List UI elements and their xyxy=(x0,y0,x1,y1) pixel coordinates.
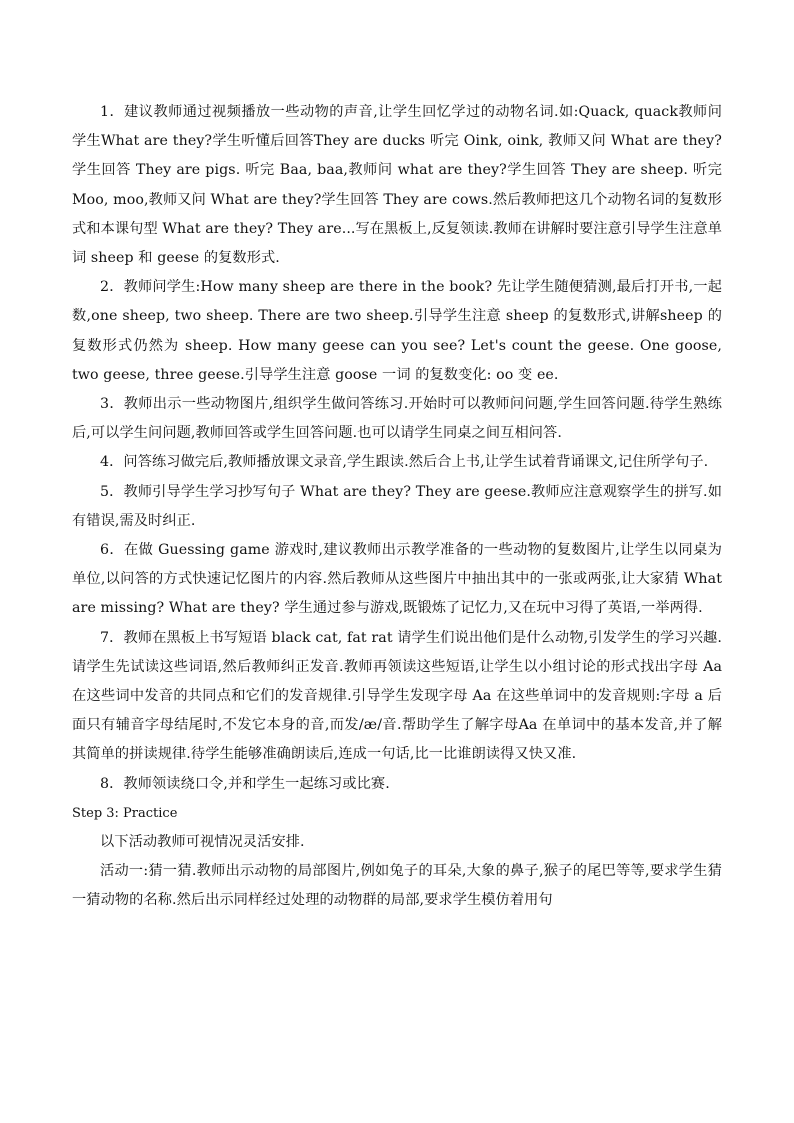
activity-intro: 以下活动教师可视情况灵活安排. xyxy=(100,834,305,851)
paragraph-5: 5．教师引导学生学习抄写句子 What are they? They are geese.教师应注意观察学生的拼写.如有错误,需及时纠正. xyxy=(72,483,722,529)
paragraph-1: 1．建议教师通过视频播放一些动物的声音,让学生回忆学过的动物名词.如:Quack, quack教师问学生What are they?学生听懂后回答They are ducks 听完 Oink, oink, 教师又问 What are they?学生回答 They are pigs. 听完 Baa, baa,教师问 what are they?学生回答 They are sheep. 听完 Moo, moo,教师又问 What are they?学生回答 They are cows.然后教师把这几个动物名词的复数形式和本课句型 What are they? They are...写在黑板上,反复领读.教师在讲解时要注意引导学生注意单词 sheep 和 geese 的复数形式. xyxy=(72,104,722,267)
document-page xyxy=(72,98,722,916)
step-heading: Step 3: Practice xyxy=(72,805,178,821)
paragraph-4: 4．问答练习做完后,教师播放课文录音,学生跟读.然后合上书,让学生试着背诵课文,记住所学句子. xyxy=(100,454,709,471)
paragraph-7: 7．教师在黑板上书写短语 black cat, fat rat 请学生们说出他们是什么动物,引发学生的学习兴趣.请学生先试读这些词语,然后教师纠正发音.教师再领读这些短语,让学生以小组讨论的形式找出字母 Aa 在这些词中发音的共同点和它们的发音规律.引导学生发现字母 Aa 在这些单词中的发音规则:字母 a 后面只有辅音字母结尾时,不发它本身的音,而发/æ/音.帮助学生了解字母Aa 在单词中的基本发音,并了解其简单的拼读规律.待学生能够准确朗读后,连成一句话,比一比谁朗读得又快又准. xyxy=(72,629,722,763)
paragraph-3: 3．教师出示一些动物图片,组织学生做问答练习.开始时可以教师问问题,学生回答问题.待学生熟练后,可以学生问问题,教师回答或学生回答问题.也可以请学生同桌之间互相问答. xyxy=(72,396,722,442)
activity-one: 活动一:猜一猜.教师出示动物的局部图片,例如兔子的耳朵,大象的鼻子,猴子的尾巴等等,要求学生猜一猜动物的名称.然后出示同样经过处理的动物群的局部,要求学生模仿着用句 xyxy=(72,863,722,909)
paragraph-8: 8．教师领读绕口令,并和学生一起练习或比赛. xyxy=(100,775,390,792)
paragraph-6: 6．在做 Guessing game 游戏时,建议教师出示教学准备的一些动物的复数图片,让学生以同桌为单位,以问答的方式快速记忆图片的内容.然后教师从这些图片中抽出其中的一张或两张,让大家猜 What are missing? What are they? 学生通过参与游戏,既锻炼了记忆力,又在玩中习得了英语,一举两得. xyxy=(72,542,722,617)
paragraph-2: 2．教师问学生:How many sheep are there in the book? 先让学生随便猜测,最后打开书,一起数,one sheep, two sheep. There are two sheep.引导学生注意 sheep 的复数形式,讲解sheep 的复数形式仍然为 sheep. How many geese can you see? Let's count the geese. One goose, two geese, three geese.引导学生注意 goose 一词 的复数变化: oo 变 ee. xyxy=(72,279,722,383)
